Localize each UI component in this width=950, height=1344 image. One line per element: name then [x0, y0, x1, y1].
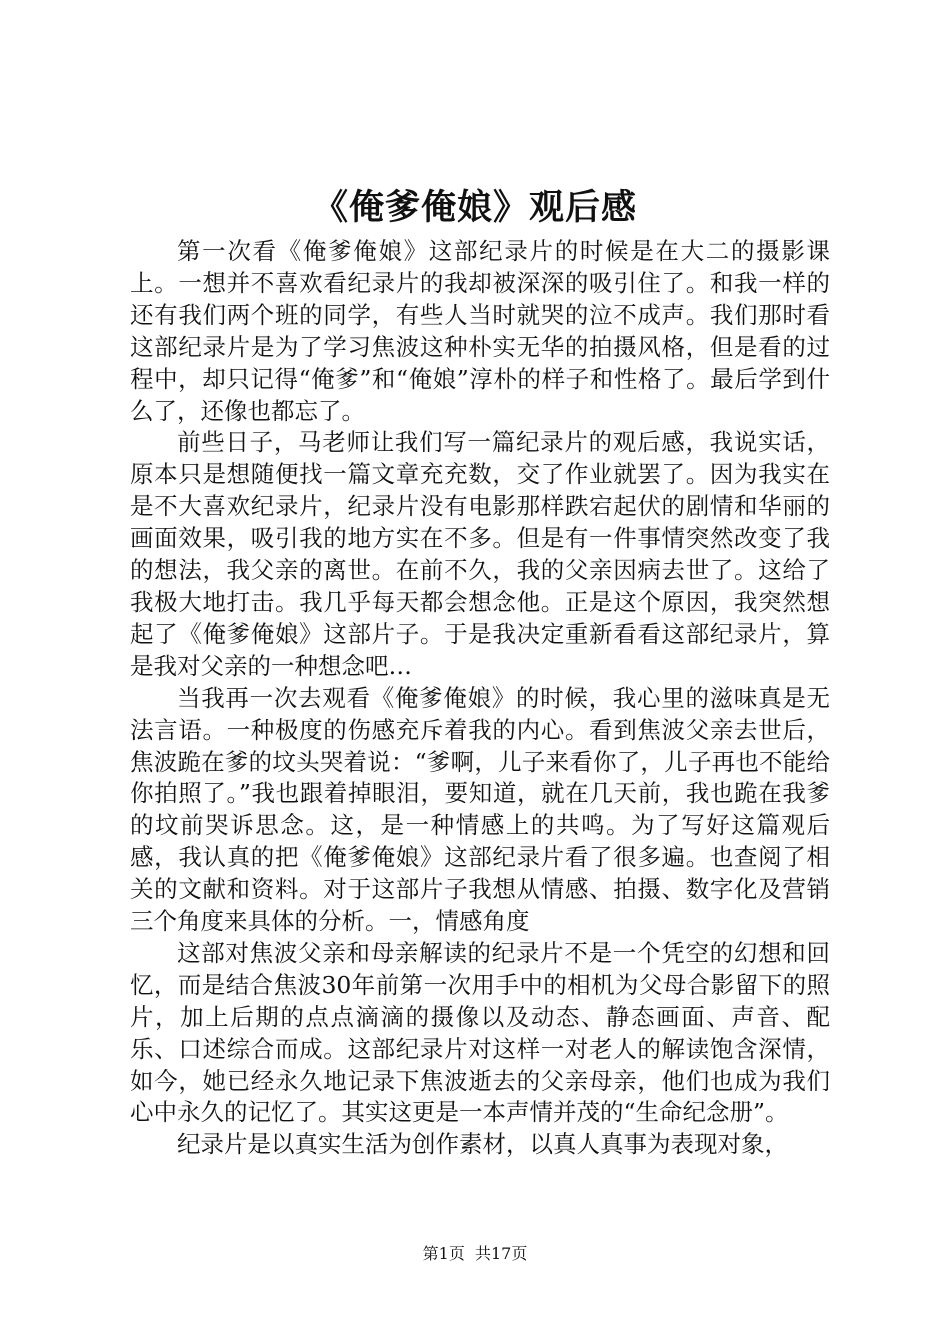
- paragraph: 第一次看《俺爹俺娘》这部纪录片的时候是在大二的摄影课上。一想并不喜欢看纪录片的我却被深深的吸引住了。和我一样的还有我们两个班的同学，有些人当时就哭的泣不成声。我们那时看这部纪录片是为了学习焦波这种朴实无华的拍摄风格，但是看的过程中，却只记得“俺爹”和“俺娘”淳朴的样子和性格了。最后学到什么了，还像也都忘了。: [130, 237, 830, 425]
- page-footer: [0, 1243, 950, 1265]
- paragraph: 纪录片是以真实生活为创作素材，以真人真事为表现对象，: [177, 1130, 788, 1159]
- document-title: 《俺爹俺娘》观后感: [312, 187, 637, 228]
- document-body: [130, 236, 830, 1161]
- paragraph: 当我再一次去观看《俺爹俺娘》的时候，我心里的滋味真是无法言语。一种极度的伤感充斥着我的内心。看到焦波父亲去世后，焦波跪在爹的坟头哭着说：“爹啊，儿子来看你了，儿子再也不能给你拍照了。”我也跟着掉眼泪，要知道，就在几天前，我也跪在我爹的坟前哭诉思念。这，是一种情感上的共鸣。为了写好这篇观后感，我认真的把《俺爹俺娘》这部纪录片看了很多遍。也查阅了相关的文献和资料。对于这部片子我想从情感、拍摄、数字化及营销三个角度来具体的分析。一，情感角度: [130, 683, 830, 936]
- paragraph: 这部对焦波父亲和母亲解读的纪录片不是一个凭空的幻想和回忆，而是结合焦波30年前第一次用手中的相机为父母合影留下的照片，加上后期的点点滴滴的摄像以及动态、静态画面、声音、配乐、口述综合而成。这部纪录片对这样一对老人的解读饱含深情，如今，她已经永久地记录下焦波逝去的父亲母亲，他们也成为我们心中永久的记忆了。其实这更是一本声情并茂的“生命纪念册”。: [130, 938, 830, 1127]
- paragraph: 前些日子，马老师让我们写一篇纪录片的观后感，我说实话，原本只是想随便找一篇文章充充数，交了作业就罢了。因为我实在是不大喜欢纪录片，纪录片没有电影那样跌宕起伏的剧情和华丽的画面效果，吸引我的地方实在不多。但是有一件事情突然改变了我的想法，我父亲的离世。在前不久，我的父亲因病去世了。这给了我极大地打击。我几乎每天都会想念他。正是这个原因，我突然想起了《俺爹俺娘》这部片子。于是我决定重新看看这部纪录片，算是我对父亲的一种想念吧…: [130, 428, 830, 680]
- page-number: 第1页 共17页: [422, 1244, 528, 1263]
